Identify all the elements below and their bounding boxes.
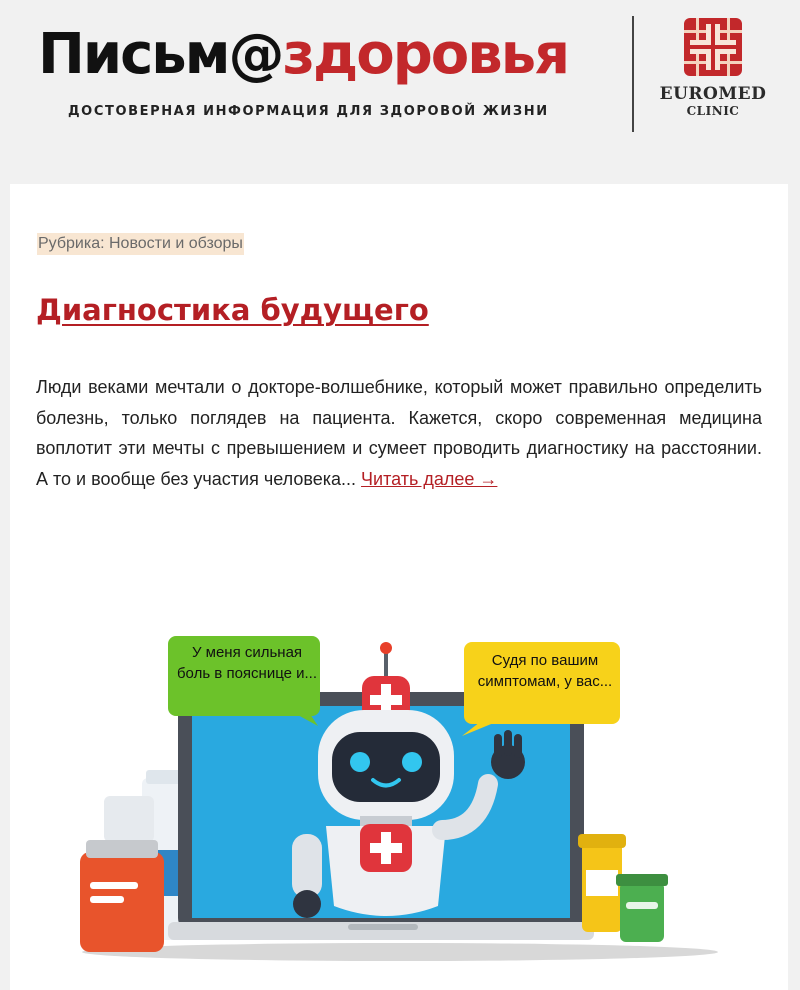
speech-bubble-left-text: У меня сильная боль в пояснице и...	[176, 644, 318, 682]
article-title-link[interactable]: Диагностика будущего	[36, 293, 429, 327]
header-divider	[632, 16, 634, 132]
speech-bubble-right-text: Судя по вашим симптомам, у вас...	[477, 652, 613, 690]
article-excerpt	[36, 372, 762, 494]
excerpt-text: Люди веками мечтали о докторе-волшебнике, который может правильно определить болезнь, только поглядев на пациента. Кажется, скоро современная медицина воплотит эти мечты с превышением и сумеет проводить диагностику на расстоянии. А то и вообще без участия человека...	[36, 377, 762, 489]
right-medicine-bottles	[578, 834, 668, 942]
newsletter-header	[0, 0, 800, 184]
article-rubric: Рубрика: Новости и обзоры	[37, 233, 244, 255]
brand-tagline: ДОСТОВЕРНАЯ ИНФОРМАЦИЯ ДЛЯ ЗДОРОВОЙ ЖИЗНИ	[68, 104, 549, 119]
ground-shadow	[82, 943, 718, 961]
partner-subtitle: CLINIC	[686, 104, 740, 118]
euromed-clinic-logo-icon[interactable]	[684, 18, 742, 76]
brand-part-1: Письм@	[38, 22, 283, 87]
brand-logo[interactable]	[38, 12, 568, 98]
read-more-link[interactable]: Читать далее →	[361, 468, 498, 489]
robot-doctor-illustration[interactable]	[60, 620, 740, 990]
partner-name: EUROMED	[659, 84, 767, 104]
brand-part-2: здоровья	[282, 22, 569, 87]
